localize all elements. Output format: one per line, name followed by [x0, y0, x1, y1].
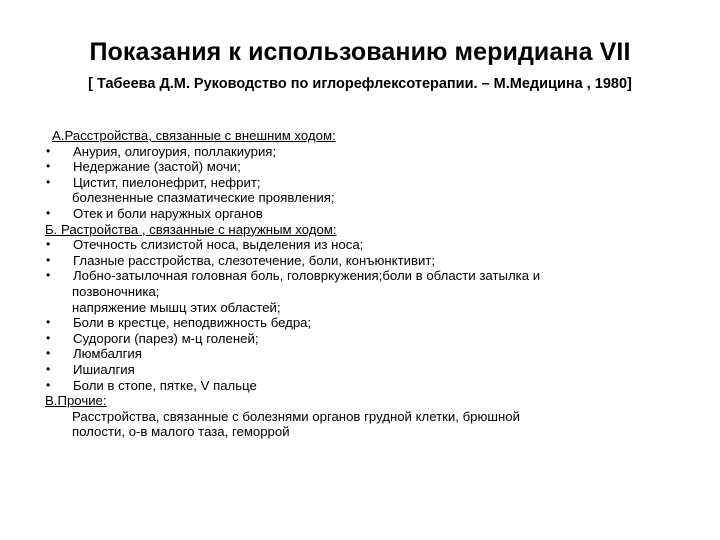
- bullet-icon: •: [46, 315, 51, 330]
- list-item: [45, 206, 685, 222]
- section-c-text: Расстройства, связанные с болезнями органов грудной клетки, брюшной: [72, 408, 520, 424]
- slide-subtitle-reference: [ Табеева Д.М. Руководство по иглорефлексотерапии. – М.Медицина , 1980]: [88, 76, 632, 92]
- list-item-text: Глазные расстройства, слезотечение, боли, конъюнктивит;: [73, 252, 436, 268]
- bullet-icon: •: [46, 159, 51, 174]
- list-item: [45, 175, 685, 191]
- bullet-icon: •: [46, 330, 51, 345]
- list-item-text: Недержание (застой) мочи;: [73, 159, 241, 175]
- list-item: [45, 253, 685, 269]
- list-item-text: Анурия, олигоурия, поллакиурия;: [73, 143, 277, 159]
- bullet-icon: •: [46, 252, 51, 267]
- list-item: [45, 268, 685, 284]
- section-c-text: полости, о-в малого таза, геморрой: [72, 424, 290, 440]
- section-a-heading: А.Расстройства, связанные с внешним ходом:: [52, 128, 336, 143]
- slide-body: [45, 128, 685, 440]
- list-item-continuation: напряжение мышц этих областей;: [72, 299, 281, 315]
- list-item-text: Отек и боли наружных органов: [73, 205, 263, 221]
- list-item-text: Судороги (парез) м-ц голеней;: [73, 330, 259, 346]
- list-item-text: Боли в стопе, пятке, V пальце: [73, 377, 257, 393]
- section-b-heading: Б. Растройства , связанные с наружным ходом:: [45, 221, 337, 237]
- list-item: [45, 346, 685, 362]
- list-item-continuation: позвоночника;: [72, 283, 160, 299]
- list-item-text: Цистит, пиелонефрит, нефрит;: [73, 174, 261, 190]
- bullet-icon: •: [46, 143, 51, 158]
- bullet-icon: •: [46, 346, 51, 361]
- list-item: [45, 378, 685, 394]
- bullet-icon: •: [46, 268, 51, 283]
- list-item-text: Люмбалгия: [73, 346, 142, 362]
- list-item-text: Ишиалгия: [73, 361, 135, 377]
- list-item: [45, 237, 685, 253]
- slide-title: Показания к использованию меридиана VII: [89, 38, 631, 66]
- list-item-text: Боли в крестце, неподвижность бедра;: [73, 315, 312, 331]
- list-item: [45, 362, 685, 378]
- list-item: [45, 331, 685, 347]
- list-item: [45, 159, 685, 175]
- bullet-icon: •: [46, 377, 51, 392]
- list-item: [45, 315, 685, 331]
- bullet-icon: •: [46, 205, 51, 220]
- list-item-text: Лобно-затылочная головная боль, головркужения;боли в области затылка и: [73, 268, 541, 284]
- list-item-text: Отечность слизистой носа, выделения из носа;: [73, 237, 364, 253]
- list-item-continuation: болезненные спазматические проявления;: [72, 190, 335, 206]
- section-c-heading: В.Прочие:: [45, 393, 107, 409]
- bullet-icon: •: [46, 174, 51, 189]
- list-item: [45, 144, 685, 160]
- bullet-icon: •: [46, 361, 51, 376]
- bullet-icon: •: [46, 237, 51, 252]
